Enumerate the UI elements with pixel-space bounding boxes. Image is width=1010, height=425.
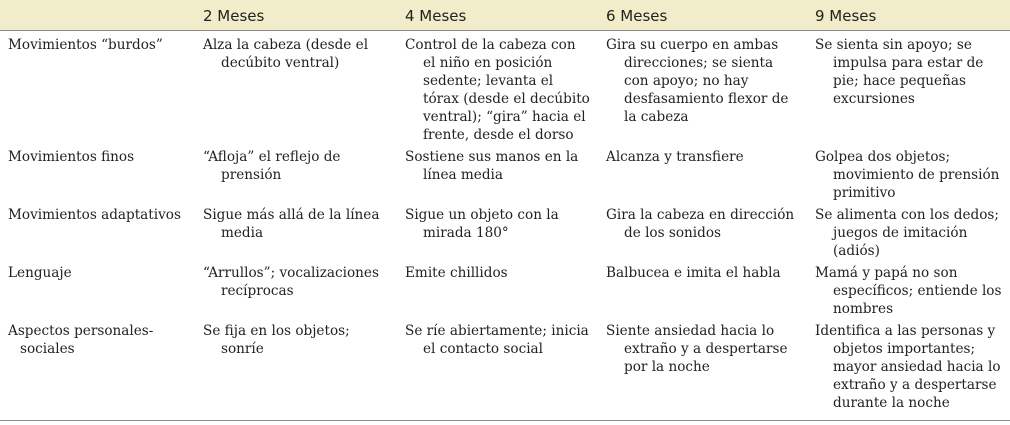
cell-text: Se sienta sin apoyo; se impulsa para estar de pie; hace pequeñas excursiones	[815, 36, 984, 107]
cell-text: Control de la cabeza con el niño en posición sedente; levanta el tórax (desde el decúbito ventral); “gira” hacia el frente, desde el dorso	[405, 36, 590, 143]
cell-text: Sigue un objeto con la mirada 180°	[405, 206, 559, 241]
cell-text: Siente ansiedad hacia lo extraño y a despertarse por la noche	[606, 322, 788, 375]
table-cell	[397, 148, 598, 206]
table-row	[0, 322, 1010, 421]
category-label: Movimientos adaptativos	[8, 206, 181, 223]
table-cell	[598, 148, 807, 206]
cell-text: “Arrullos”; vocalizaciones recíprocas	[203, 264, 379, 299]
table-row	[0, 264, 1010, 322]
header-4-meses: 4 Meses	[397, 0, 598, 30]
cell-text: Emite chillidos	[405, 264, 508, 281]
category-label: Aspectos personales-sociales	[8, 322, 154, 357]
table-cell	[397, 264, 598, 322]
header-9-meses: 9 Meses	[807, 0, 1010, 30]
header-2-meses: 2 Meses	[195, 0, 397, 30]
table-cell	[807, 206, 1010, 264]
cell-text: Sigue más allá de la línea media	[203, 206, 380, 241]
category-label: Movimientos finos	[8, 148, 135, 165]
row-category	[0, 206, 195, 264]
table-row	[0, 30, 1010, 148]
table-cell	[397, 206, 598, 264]
cell-text: Balbucea e imita el habla	[606, 264, 781, 281]
table-cell	[598, 322, 807, 421]
table-body	[0, 30, 1010, 420]
table-cell	[598, 264, 807, 322]
cell-text: Sostiene sus manos en la línea media	[405, 148, 579, 183]
cell-text: Alcanza y transfiere	[606, 148, 744, 165]
table-header	[0, 0, 1010, 30]
header-category	[0, 0, 195, 30]
row-category	[0, 148, 195, 206]
table-cell	[598, 30, 807, 148]
cell-text: Identifica a las personas y objetos importantes; mayor ansiedad hacia lo extraño y a despertarse durante la noche	[815, 322, 1001, 411]
cell-text: Se alimenta con los dedos; juegos de imitación (adiós)	[815, 206, 999, 259]
header-row	[0, 0, 1010, 30]
cell-text: Se ríe abiertamente; inicia el contacto social	[405, 322, 589, 357]
cell-text: Golpea dos objetos; movimiento de prensión primitivo	[815, 148, 1000, 201]
table-row	[0, 148, 1010, 206]
category-label: Movimientos “burdos”	[8, 36, 163, 53]
cell-text: “Afloja” el reflejo de prensión	[203, 148, 341, 183]
table-cell	[195, 206, 397, 264]
cell-text: Se fija en los objetos; sonríe	[203, 322, 350, 357]
row-category	[0, 322, 195, 421]
table-row	[0, 206, 1010, 264]
table-cell	[807, 30, 1010, 148]
table-cell	[195, 148, 397, 206]
cell-text: Gira su cuerpo en ambas direcciones; se sienta con apoyo; no hay desfasamiento flexor de la cabeza	[606, 36, 789, 125]
table-cell	[195, 264, 397, 322]
table-cell	[598, 206, 807, 264]
cell-text: Mamá y papá no son específicos; entiende los nombres	[815, 264, 1002, 317]
table-cell	[807, 148, 1010, 206]
cell-text: Alza la cabeza (desde el decúbito ventral)	[203, 36, 369, 71]
row-category	[0, 30, 195, 148]
category-label: Lenguaje	[8, 264, 72, 281]
table-cell	[195, 30, 397, 148]
table-cell	[397, 30, 598, 148]
table-cell	[397, 322, 598, 421]
table-cell	[195, 322, 397, 421]
header-6-meses: 6 Meses	[598, 0, 807, 30]
table-cell	[807, 322, 1010, 421]
row-category	[0, 264, 195, 322]
table-cell	[807, 264, 1010, 322]
cell-text: Gira la cabeza en dirección de los sonidos	[606, 206, 795, 241]
